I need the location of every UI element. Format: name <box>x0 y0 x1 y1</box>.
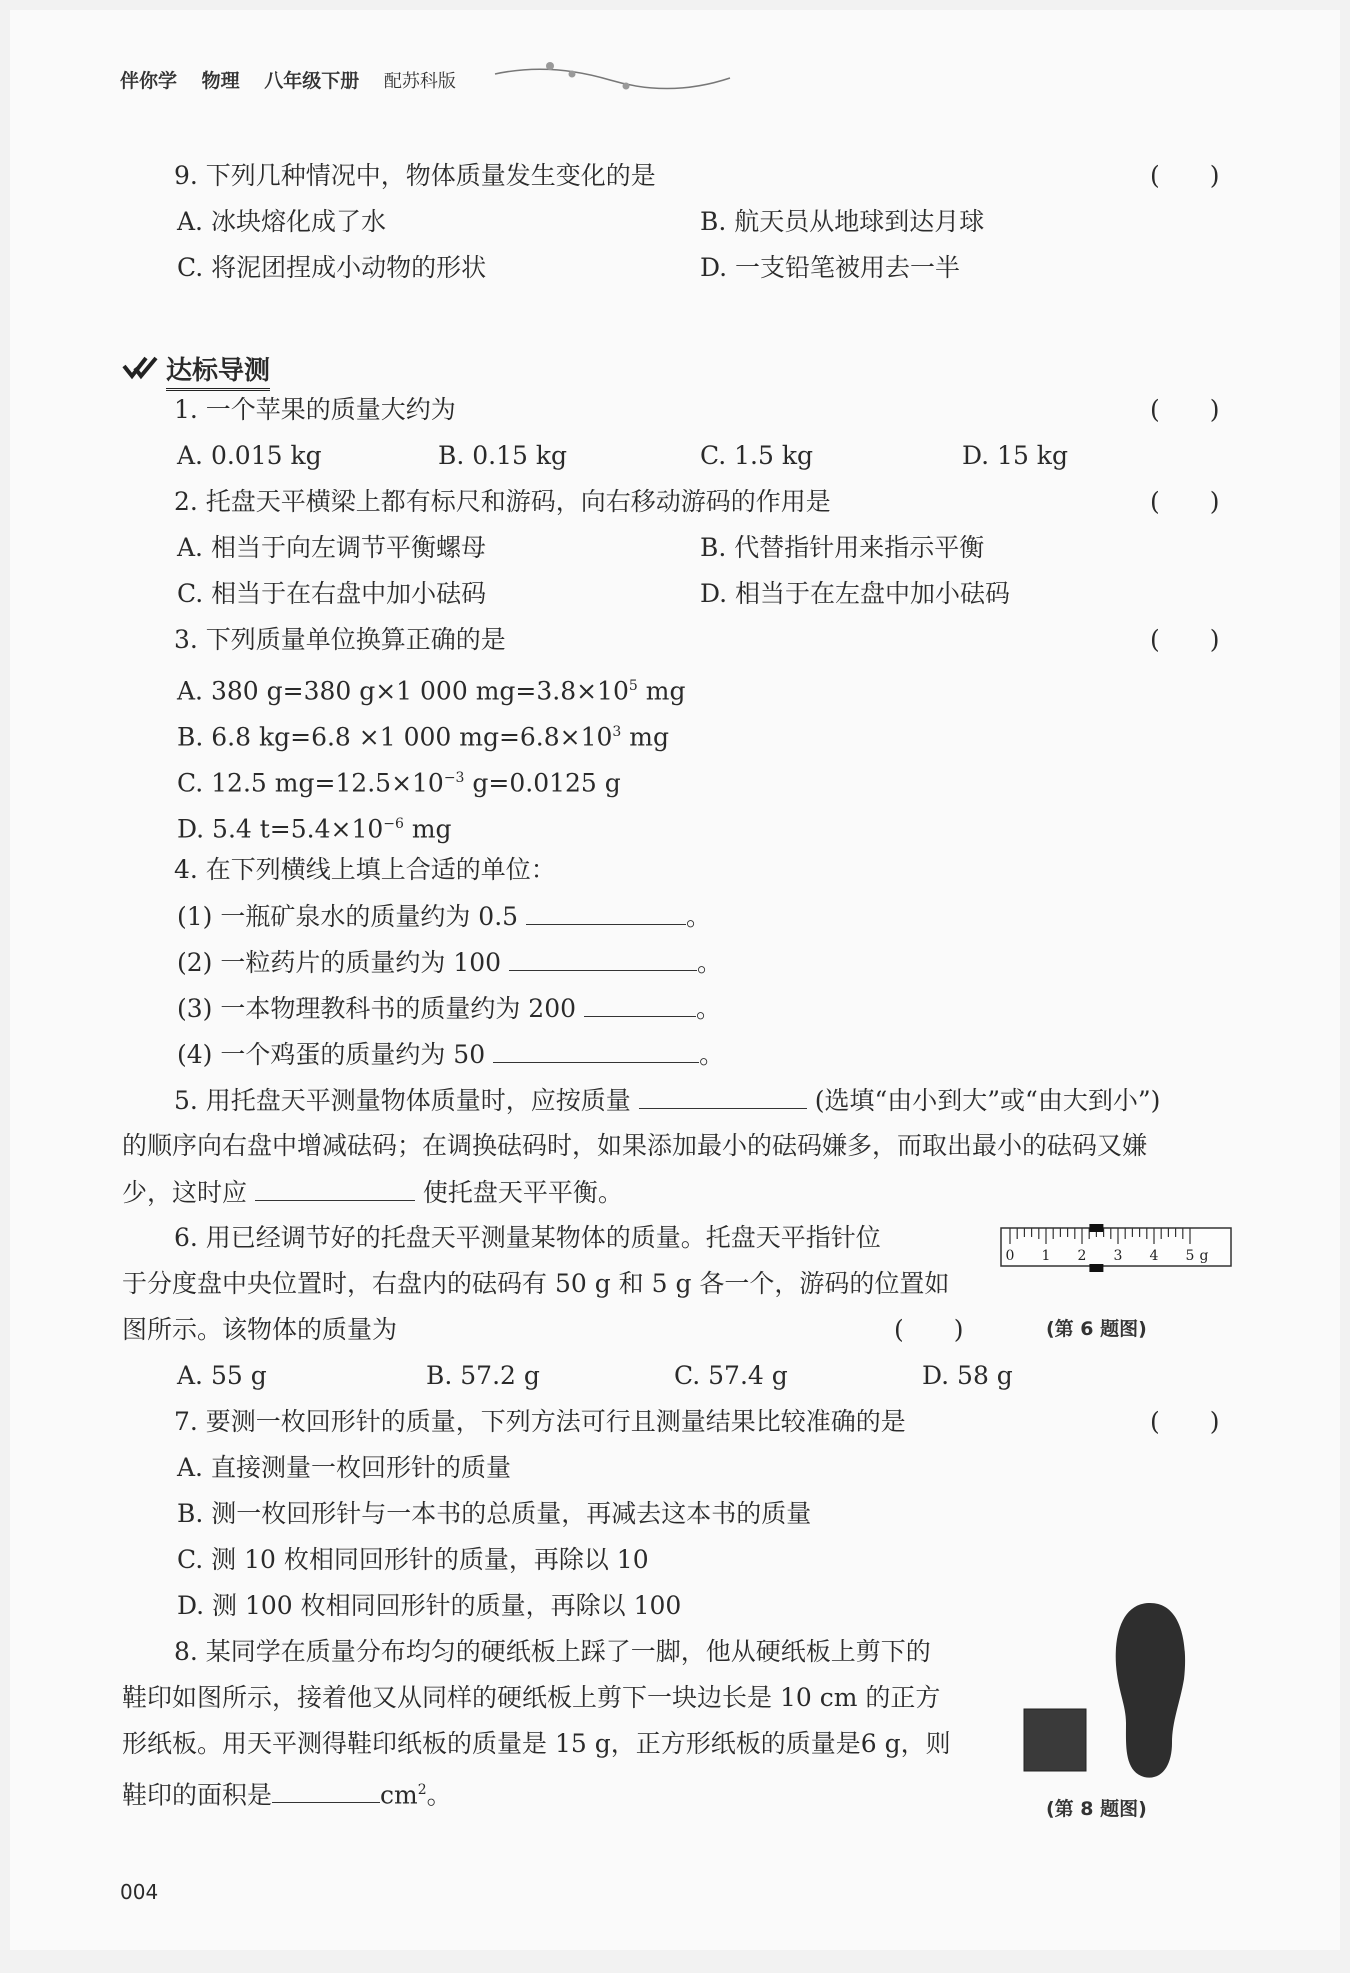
q8-blank[interactable] <box>272 1778 380 1803</box>
header-edition: 配苏科版 <box>383 71 456 92</box>
q3-option-b-unit: mg <box>621 722 669 752</box>
q8-shoeprint-figure <box>1022 1595 1222 1785</box>
q3-option-a-exponent: 5 <box>628 678 638 694</box>
q5-line-1 <box>174 1084 1160 1117</box>
q1-option-a: A. 0.015 kg <box>177 441 322 470</box>
q4-item-4-text: (4) 一个鸡蛋的质量约为 50 <box>177 1040 486 1069</box>
page-number: 004 <box>120 1880 159 1904</box>
q7-option-d: D. 测 100 枚相同回形针的质量，再除以 100 <box>177 1591 682 1620</box>
q2-stem: 2. 托盘天平横梁上都有标尺和游码，向右移动游码的作用是 <box>174 487 831 516</box>
scale-tick-label: 1 <box>1041 1248 1051 1264</box>
q4-item-3-blank[interactable] <box>584 992 696 1017</box>
q3-option-c-text: C. 12.5 mg=12.5×10 <box>177 768 444 798</box>
q6-line-2: 于分度盘中央位置时，右盘内的砝码有 50 g 和 5 g 各一个，游码的位置如 <box>122 1269 950 1298</box>
section-title <box>122 350 270 386</box>
q4-item-3-text: (3) 一本物理教科书的质量约为 200 <box>177 994 577 1023</box>
q6-option-a: A. 55 g <box>177 1361 267 1390</box>
q6-option-d: D. 58 g <box>922 1361 1013 1390</box>
scale-tick-label: 0 <box>1005 1248 1015 1264</box>
q2-option-a: A. 相当于向左调节平衡螺母 <box>177 533 486 562</box>
q5-line-1-hint: (选填“由小到大”或“由大到小”) <box>814 1086 1161 1115</box>
q4-item-4 <box>177 1038 724 1071</box>
q8-line-2: 鞋印如图所示，接着他又从同样的硬纸板上剪下一块边长是 10 cm 的正方 <box>122 1683 941 1712</box>
q6-line-3: 图所示。该物体的质量为 <box>122 1315 398 1344</box>
q7-option-a: A. 直接测量一枚回形针的质量 <box>177 1453 511 1482</box>
q4-item-4-blank[interactable] <box>493 1038 699 1063</box>
q4-item-3 <box>177 992 721 1025</box>
q3-stem: 3. 下列质量单位换算正确的是 <box>174 625 506 654</box>
q3-option-d <box>177 808 452 845</box>
q3-option-b-text: B. 6.8 kg=6.8 ×1 000 mg=6.8×10 <box>177 722 613 752</box>
q8-line-4-text: 鞋印的面积是 <box>122 1780 273 1810</box>
q3-option-d-exponent: −6 <box>383 816 404 832</box>
q4-item-2-text: (2) 一粒药片的质量约为 100 <box>177 948 502 977</box>
q5-blank-2[interactable] <box>255 1176 415 1201</box>
q4-item-4-end: 。 <box>699 1040 725 1069</box>
q4-item-2 <box>177 946 722 979</box>
q5-line-2: 的顺序向右盘中增减砝码；在调换砝码时，如果添加最小的砝码嫌多，而取出最小的砝码又嫌 <box>122 1131 1148 1160</box>
q3-option-b <box>177 716 669 753</box>
q9-option-c: C. 将泥团捏成小动物的形状 <box>177 253 487 282</box>
section-title-text: 达标导测 <box>166 356 270 391</box>
scale-tick-label: 5 <box>1185 1248 1195 1264</box>
q1-stem: 1. 一个苹果的质量大约为 <box>174 395 456 424</box>
workbook-page <box>10 10 1340 1950</box>
rider-top <box>1089 1224 1103 1232</box>
q4-item-1-end: 。 <box>686 902 712 931</box>
q6-option-c: C. 57.4 g <box>674 1361 788 1390</box>
q3-answer-paren: ( ) <box>1150 625 1220 654</box>
q1-option-b: B. 0.15 kg <box>438 441 568 470</box>
q7-option-c: C. 测 10 枚相同回形针的质量，再除以 10 <box>177 1545 649 1574</box>
q4-item-1-text: (1) 一瓶矿泉水的质量约为 0.5 <box>177 902 519 931</box>
q5-line-3-end: 使托盘天平平衡。 <box>422 1178 623 1207</box>
q2-option-b: B. 代替指针用来指示平衡 <box>700 533 985 562</box>
scale-tick-label: g <box>1199 1248 1209 1264</box>
q6-caption: (第 6 题图) <box>1046 1318 1147 1340</box>
q3-option-c-unit: g=0.0125 g <box>464 768 621 798</box>
scale-tick-label: 3 <box>1113 1248 1123 1264</box>
header-brand: 伴你学 <box>120 70 178 92</box>
q5-blank-1[interactable] <box>639 1084 807 1109</box>
q2-option-d: D. 相当于在左盘中加小砝码 <box>700 579 1011 608</box>
shoeprint <box>1116 1603 1185 1778</box>
q3-option-c <box>177 762 621 799</box>
q5-line-1-text: 5. 用托盘天平测量物体质量时，应按质量 <box>174 1086 631 1115</box>
header-subject: 物理 <box>201 70 240 92</box>
q9-stem: 9. 下列几种情况中，物体质量发生变化的是 <box>174 161 656 190</box>
q8-line-1: 8. 某同学在质量分布均匀的硬纸板上踩了一脚，他从硬纸板上剪下的 <box>174 1637 931 1666</box>
q9-option-a: A. 冰块熔化成了水 <box>177 207 386 236</box>
q2-answer-paren: ( ) <box>1150 487 1220 516</box>
q9-option-b: B. 航天员从地球到达月球 <box>700 207 985 236</box>
q8-line-3: 形纸板。用天平测得鞋印纸板的质量是 15 g，正方形纸板的质量是6 g，则 <box>122 1729 951 1758</box>
q4-item-3-end: 。 <box>695 994 721 1023</box>
square-cardboard <box>1024 1709 1086 1771</box>
q4-item-1 <box>177 900 711 933</box>
q8-line-4 <box>122 1774 452 1811</box>
scale-tick-label: 2 <box>1077 1248 1087 1264</box>
q8-unit-exponent: 2 <box>417 1782 427 1798</box>
q9-answer-paren: ( ) <box>1150 161 1220 190</box>
q3-option-b-exponent: 3 <box>612 724 622 740</box>
q7-answer-paren: ( ) <box>1150 1407 1220 1436</box>
q7-stem: 7. 要测一枚回形针的质量，下列方法可行且测量结果比较准确的是 <box>174 1407 906 1436</box>
q7-option-b: B. 测一枚回形针与一本书的总质量，再减去这本书的质量 <box>177 1499 812 1528</box>
q4-stem: 4. 在下列横线上填上合适的单位： <box>174 855 556 884</box>
q1-option-c: C. 1.5 kg <box>700 441 813 470</box>
q6-rider-scale-figure <box>1000 1222 1240 1272</box>
q8-unit: cm <box>380 1780 418 1810</box>
q3-option-d-text: D. 5.4 t=5.4×10 <box>177 814 384 844</box>
q3-option-c-exponent: −3 <box>443 770 465 786</box>
double-check-icon <box>122 352 158 382</box>
q1-option-d: D. 15 kg <box>962 441 1068 470</box>
q9-option-d: D. 一支铅笔被用去一半 <box>700 253 961 282</box>
q6-answer-paren: ( ) <box>894 1315 964 1344</box>
page-header <box>120 66 740 106</box>
q3-option-d-unit: mg <box>403 814 452 844</box>
header-decoration-icon <box>490 60 740 100</box>
q6-line-1: 6. 用已经调节好的托盘天平测量某物体的质量。托盘天平指针位 <box>174 1223 881 1252</box>
header-grade: 八年级下册 <box>264 70 360 92</box>
q3-option-a-unit: mg <box>637 676 686 706</box>
q1-answer-paren: ( ) <box>1150 395 1220 424</box>
q3-option-a-text: A. 380 g=380 g×1 000 mg=3.8×10 <box>177 676 629 706</box>
scale-tick-label: 4 <box>1149 1248 1159 1264</box>
q4-item-2-end: 。 <box>696 948 722 977</box>
q6-option-b: B. 57.2 g <box>426 1361 540 1390</box>
q2-option-c: C. 相当于在右盘中加小砝码 <box>177 579 487 608</box>
q4-item-1-blank[interactable] <box>526 900 686 925</box>
rider-bottom <box>1089 1264 1103 1272</box>
q5-line-3 <box>122 1176 623 1209</box>
q3-option-a <box>177 670 685 707</box>
q5-line-3-text: 少，这时应 <box>122 1178 248 1207</box>
q8-line-4-end: 。 <box>426 1780 452 1810</box>
q8-caption: (第 8 题图) <box>1046 1798 1147 1820</box>
q4-item-2-blank[interactable] <box>509 946 697 971</box>
